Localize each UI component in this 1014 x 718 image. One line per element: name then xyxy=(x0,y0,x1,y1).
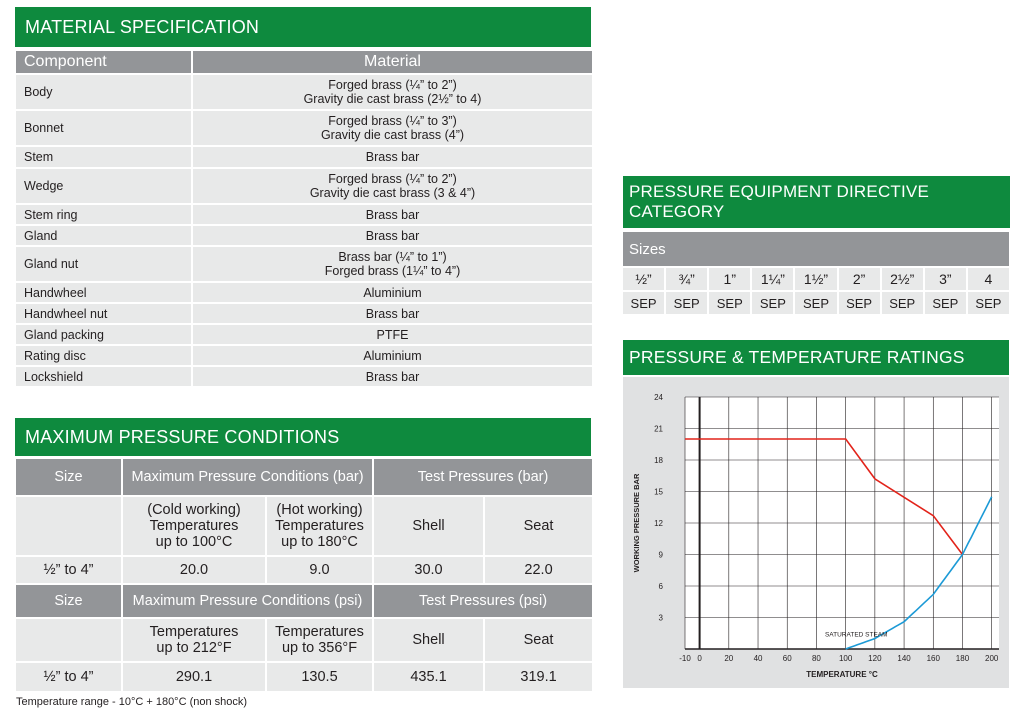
component-cell: Gland xyxy=(15,225,192,246)
ped-category-cell: SEP xyxy=(708,291,751,315)
y-tick-label: 6 xyxy=(658,582,663,591)
empty-cell xyxy=(15,496,122,556)
material-header-row xyxy=(15,50,593,74)
max-pressure-header xyxy=(15,418,591,456)
cold-line-3: up to 100°C xyxy=(155,534,233,550)
x-tick-label: -10 xyxy=(679,654,691,663)
x-axis-label: TEMPERATURE °C xyxy=(806,670,878,679)
component-cell: Gland nut xyxy=(15,246,192,282)
material-line: Gravity die cast brass (2½” to 4) xyxy=(303,92,482,106)
hot-working-label xyxy=(266,496,373,556)
footnote: Temperature range - 10°C + 180°C (non shock) xyxy=(16,696,248,708)
shell-value-psi: 435.1 xyxy=(373,662,484,692)
material-line: Gravity die cast brass (4”) xyxy=(320,128,465,142)
temp-356-label xyxy=(266,618,373,662)
test-psi-header: Test Pressures (psi) xyxy=(373,584,593,618)
material-spec-header xyxy=(15,7,591,47)
component-cell: Bonnet xyxy=(15,110,192,146)
psi-value-1: 290.1 xyxy=(122,662,266,692)
ratings-chart-panel xyxy=(623,377,1009,688)
empty-cell xyxy=(15,618,122,662)
y-tick-label: 24 xyxy=(654,393,663,402)
x-tick-label: 80 xyxy=(811,654,821,663)
material-line: Forged brass (1¼” to 4”) xyxy=(324,264,461,278)
material-line: Brass bar (¼” to 1”) xyxy=(338,250,447,264)
cold-working-label xyxy=(122,496,266,556)
ped-category-cell: SEP xyxy=(665,291,708,315)
psi-subheader-row xyxy=(15,618,593,662)
seat-value-psi: 319.1 xyxy=(484,662,593,692)
temp-212-label xyxy=(122,618,266,662)
material-row xyxy=(15,303,593,324)
saturated-steam-label: SATURATED STEAM xyxy=(824,631,888,639)
cold-line-2: Temperatures xyxy=(149,518,239,534)
material-line: Brass bar xyxy=(365,369,420,384)
cold-line-1: (Cold working) xyxy=(147,502,241,518)
component-cell: Stem ring xyxy=(15,204,192,225)
material-row xyxy=(15,225,593,246)
x-tick-label: 200 xyxy=(985,654,999,663)
hot-line-1: (Hot working) xyxy=(276,502,363,518)
x-tick-label: 180 xyxy=(955,654,970,663)
material-row xyxy=(15,324,593,345)
ped-header xyxy=(623,176,1010,228)
component-cell: Handwheel xyxy=(15,282,192,303)
component-cell: Body xyxy=(15,74,192,110)
y-tick-label: 18 xyxy=(654,456,663,465)
component-column-header: Component xyxy=(15,50,192,74)
material-row xyxy=(15,204,593,225)
material-cell xyxy=(192,74,593,110)
material-cell xyxy=(192,366,593,387)
ped-table xyxy=(621,230,1011,316)
ped-size-cell: 1½” xyxy=(794,267,837,291)
material-row xyxy=(15,168,593,204)
y-tick-label: 21 xyxy=(654,424,663,434)
material-line: Brass bar xyxy=(365,150,420,164)
y-axis-label: WORKING PRESSURE BAR xyxy=(632,473,641,573)
y-tick-label: 12 xyxy=(654,519,663,528)
x-tick-label: 20 xyxy=(724,654,734,663)
material-line: Aluminium xyxy=(363,348,422,363)
ped-title: PRESSURE EQUIPMENT DIRECTIVE CATEGORY xyxy=(629,182,930,221)
ratings-header xyxy=(623,340,1009,375)
y-tick-label: 3 xyxy=(658,613,663,623)
material-cell xyxy=(192,303,593,324)
material-line: Forged brass (¼” to 2”) xyxy=(328,172,457,186)
material-cell xyxy=(192,282,593,303)
component-cell: Rating disc xyxy=(15,345,192,366)
material-cell xyxy=(192,110,593,146)
ped-categories-row xyxy=(622,291,1010,315)
x-tick-label: 0 xyxy=(697,654,702,663)
component-cell: Lockshield xyxy=(15,366,192,387)
x-tick-label: 160 xyxy=(926,654,940,663)
ped-category-cell: SEP xyxy=(622,291,665,315)
material-row xyxy=(15,146,593,168)
y-tick-label: 9 xyxy=(658,550,663,560)
cold-value: 20.0 xyxy=(122,556,266,584)
ped-category-cell: SEP xyxy=(881,291,924,315)
material-cell xyxy=(192,225,593,246)
material-line: Aluminium xyxy=(363,285,422,300)
psi-value-2: 130.5 xyxy=(266,662,373,692)
material-line: PTFE xyxy=(376,327,409,342)
ped-size-cell: ½” xyxy=(622,267,665,291)
mpc-bar-header: Maximum Pressure Conditions (bar) xyxy=(122,458,373,496)
material-row xyxy=(15,74,593,110)
ped-sizes-row xyxy=(622,267,1010,291)
ped-category-cell: SEP xyxy=(838,291,881,315)
ped-sizes-header-row xyxy=(622,231,1010,267)
max-pressure-title: MAXIMUM PRESSURE CONDITIONS xyxy=(25,426,340,447)
material-line: Gravity die cast brass (3 & 4”) xyxy=(309,186,476,200)
material-cell xyxy=(192,246,593,282)
material-cell xyxy=(192,146,593,168)
t2-line-2: up to 356°F xyxy=(281,640,358,656)
material-line: Forged brass (¼” to 3”) xyxy=(328,114,457,128)
component-cell: Handwheel nut xyxy=(15,303,192,324)
max-pressure-table xyxy=(14,457,594,693)
material-line: Brass bar xyxy=(365,228,420,243)
x-tick-label: 40 xyxy=(753,654,763,663)
hot-line-3: up to 180°C xyxy=(281,534,358,550)
hot-line-2: Temperatures xyxy=(275,518,364,534)
size-value-psi: ½” to 4” xyxy=(15,662,122,692)
mpc-psi-header: Maximum Pressure Conditions (psi) xyxy=(122,584,373,618)
size-value: ½” to 4” xyxy=(15,556,122,584)
component-cell: Stem xyxy=(15,146,192,168)
material-line: Forged brass (¼” to 2”) xyxy=(328,78,457,92)
ped-size-cell: 1” xyxy=(708,267,751,291)
t2-line-1: Temperatures xyxy=(275,624,364,640)
material-row xyxy=(15,246,593,282)
test-bar-header: Test Pressures (bar) xyxy=(373,458,593,496)
ped-size-cell: 3” xyxy=(924,267,967,291)
size-header-psi: Size xyxy=(15,584,122,618)
material-row xyxy=(15,345,593,366)
material-cell xyxy=(192,345,593,366)
pressure-temperature-chart xyxy=(623,377,1009,688)
material-line: Brass bar xyxy=(365,306,420,321)
seat-value: 22.0 xyxy=(484,556,593,584)
shell-label: Shell xyxy=(373,496,484,556)
size-header: Size xyxy=(15,458,122,496)
bar-subheader-row xyxy=(15,496,593,556)
psi-values-row xyxy=(15,662,593,692)
ped-size-cell: ¾” xyxy=(665,267,708,291)
ped-size-cell: 2½” xyxy=(881,267,924,291)
component-cell: Wedge xyxy=(15,168,192,204)
ped-category-cell: SEP xyxy=(924,291,967,315)
ped-size-cell: 4 xyxy=(967,267,1010,291)
shell-label-psi: Shell xyxy=(373,618,484,662)
ped-category-cell: SEP xyxy=(794,291,837,315)
x-tick-label: 100 xyxy=(838,654,853,663)
material-line: Brass bar xyxy=(365,207,420,222)
x-tick-label: 120 xyxy=(868,654,882,663)
seat-label: Seat xyxy=(484,496,593,556)
material-column-header: Material xyxy=(192,50,593,74)
material-row xyxy=(15,366,593,387)
psi-header-row xyxy=(15,584,593,618)
shell-value: 30.0 xyxy=(373,556,484,584)
ped-size-cell: 2” xyxy=(838,267,881,291)
material-row xyxy=(15,110,593,146)
seat-label-psi: Seat xyxy=(484,618,593,662)
y-tick-label: 15 xyxy=(654,487,663,497)
material-cell xyxy=(192,204,593,225)
material-cell xyxy=(192,168,593,204)
bar-header-row xyxy=(15,458,593,496)
ped-category-cell: SEP xyxy=(967,291,1010,315)
hot-value: 9.0 xyxy=(266,556,373,584)
x-tick-label: 60 xyxy=(782,654,792,663)
component-cell: Gland packing xyxy=(15,324,192,345)
material-spec-table xyxy=(14,49,594,388)
bar-values-row xyxy=(15,556,593,584)
ped-category-cell: SEP xyxy=(751,291,794,315)
t1-line-1: Temperatures xyxy=(149,624,239,640)
ratings-title: PRESSURE & TEMPERATURE RATINGS xyxy=(629,347,965,367)
ped-size-cell: 1¼” xyxy=(751,267,794,291)
sizes-header: Sizes xyxy=(622,231,1010,267)
material-cell xyxy=(192,324,593,345)
x-tick-label: 140 xyxy=(897,654,911,663)
t1-line-2: up to 212°F xyxy=(156,640,232,656)
material-row xyxy=(15,282,593,303)
material-spec-title: MATERIAL SPECIFICATION xyxy=(25,16,260,37)
